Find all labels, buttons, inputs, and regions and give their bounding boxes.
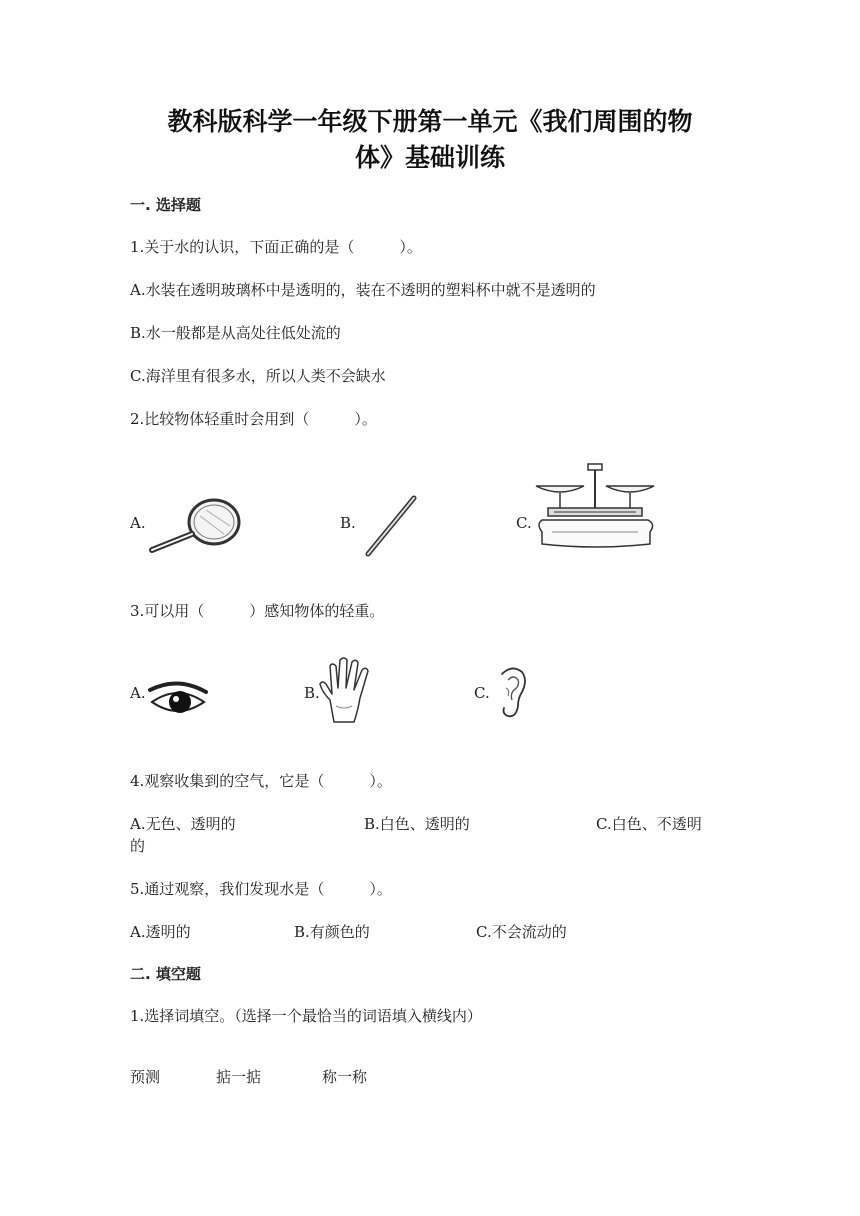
ear-icon bbox=[494, 662, 530, 722]
question-1-option-a: A.水装在透明玻璃杯中是透明的，装在不透明的塑料杯中就不是透明的 bbox=[130, 281, 596, 299]
question-5-stem: 5.通过观察，我们发现水是（ ）。 bbox=[130, 880, 392, 898]
word-choice-2: 掂一掂 bbox=[216, 1068, 262, 1086]
question-5-option-c: C.不会流动的 bbox=[476, 923, 567, 941]
ruler-stick-icon bbox=[362, 494, 418, 558]
question-2-option-c-label: C. bbox=[516, 514, 532, 532]
question-3-option-b-label: B. bbox=[304, 684, 320, 702]
question-3-option-a-label: A. bbox=[130, 684, 146, 702]
page-title-line-2: 体》基础训练 bbox=[354, 143, 505, 172]
question-5-option-a: A.透明的 bbox=[130, 923, 191, 941]
question-2-stem: 2.比较物体轻重时会用到（ ）。 bbox=[130, 410, 377, 428]
hand-icon bbox=[316, 656, 380, 726]
question-4-option-c: C.白色、不透明 bbox=[596, 815, 702, 833]
fill-1-stem: 1.选择词填空。（选择一个最恰当的词语填入横线内） bbox=[130, 1007, 482, 1025]
question-3-option-c-label: C. bbox=[474, 684, 490, 702]
question-1-stem: 1.关于水的认识，下面正确的是（ ）。 bbox=[130, 238, 422, 256]
question-4-option-a: A.无色、透明的 bbox=[130, 815, 236, 833]
question-5-option-b: B.有颜色的 bbox=[294, 923, 370, 941]
question-4-option-b: B.白色、透明的 bbox=[364, 815, 470, 833]
question-1-option-b: B.水一般都是从高处往低处流的 bbox=[130, 324, 341, 342]
section-heading-choice: 一. 选择题 bbox=[130, 196, 201, 214]
question-2-option-a-label: A. bbox=[130, 514, 146, 532]
magnifying-glass-icon bbox=[148, 494, 244, 556]
eye-icon bbox=[144, 680, 212, 720]
word-choice-1: 预测 bbox=[130, 1068, 161, 1086]
question-2-option-b-label: B. bbox=[340, 514, 356, 532]
word-choice-3: 称一称 bbox=[322, 1068, 368, 1086]
section-heading-fill-blank: 二. 填空题 bbox=[130, 965, 201, 983]
question-4-stem: 4.观察收集到的空气，它是（ ）。 bbox=[130, 772, 392, 790]
question-4-option-c-continuation: 的 bbox=[130, 837, 146, 855]
question-1-option-c: C.海洋里有很多水，所以人类不会缺水 bbox=[130, 367, 386, 385]
balance-scale-icon bbox=[532, 462, 662, 552]
page-title-line-1: 教科版科学一年级下册第一单元《我们周围的物 bbox=[167, 107, 693, 136]
question-3-stem: 3.可以用（ ）感知物体的轻重。 bbox=[130, 602, 385, 620]
